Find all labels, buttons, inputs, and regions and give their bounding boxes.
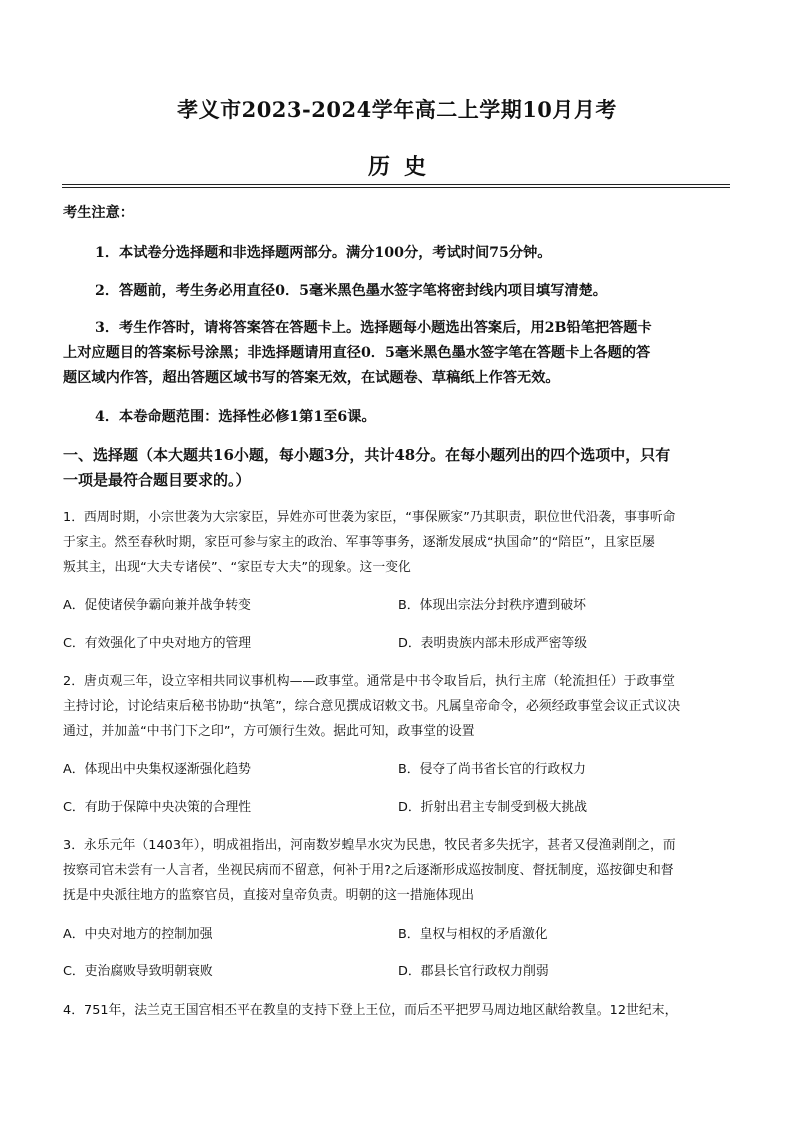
question-3-line-3: 抚是中央派往地方的监察官员，直接对皇帝负责。明朝的这一措施体现出 <box>63 888 475 903</box>
question-1-line-3: 叛其主，出现“大夫专诸侯”、“家臣专大夫”的现象。这一变化 <box>63 560 411 575</box>
notice-item-1: 1．本试卷分选择题和非选择题两部分。满分100分，考试时间75分钟。 <box>95 245 552 261</box>
subject-title: 历史 <box>367 154 440 180</box>
question-1-option-d: D．表明贵族内部未形成严密等级 <box>398 636 588 651</box>
exam-title: 孝义市2023-2024学年高二上学期10月月考 <box>177 97 617 122</box>
question-3-option-d: D．郡县长官行政权力削弱 <box>398 964 549 979</box>
question-2-option-c: C．有助于保障中央决策的合理性 <box>63 800 252 815</box>
notice-item-2: 2．答题前，考生务必用直径0．5毫米黑色墨水签字笔将密封线内项目填写清楚。 <box>95 283 607 299</box>
question-1-line-1: 1．西周时期，小宗世袭为大宗家臣，异姓亦可世袭为家臣，“事保厥家”乃其职责，职位世代沿袭，事事听命 <box>63 510 676 525</box>
question-3-option-b: B．皇权与相权的矛盾激化 <box>398 927 548 942</box>
question-3-option-c: C．吏治腐败导致明朝衰败 <box>63 964 213 979</box>
question-4-line-1: 4．751年，法兰克王国宫相丕平在教皇的支持下登上王位，而后丕平把罗马周边地区献给教皇。12世纪末， <box>63 1003 678 1018</box>
question-3-option-a: A．中央对地方的控制加强 <box>63 927 213 942</box>
question-2-option-b: B．侵夺了尚书省长官的行政权力 <box>398 762 586 777</box>
section-heading-line-1: 一、选择题（本大题共16小题，每小题3分，共计48分。在每小题列出的四个选项中，只有 <box>63 446 671 464</box>
question-3-line-2: 按察司官未尝有一人言者，坐视民病而不留意，何补于用?之后逐渐形成巡按制度、督抚制度，巡按御史和督 <box>63 863 674 878</box>
header-divider-top <box>62 184 730 185</box>
question-1-line-2: 于家主。然至春秋时期，家臣可参与家主的政治、军事等事务，逐渐发展成“执国命”的“陪臣”，且家臣屡 <box>63 535 655 550</box>
question-3-line-1: 3．永乐元年（1403年），明成祖指出，河南数岁蝗旱水灾为民患，牧民者多失抚字，甚者又侵渔剥削之，而 <box>63 838 676 853</box>
question-2-option-a: A．体现出中央集权逐渐强化趋势 <box>63 762 251 777</box>
section-heading-line-2: 一项是最符合题目要求的。） <box>63 471 251 489</box>
question-2-option-d: D．折射出君主专制受到极大挑战 <box>398 800 588 815</box>
notice-item-4: 4．本卷命题范围：选择性必修1第1至6课。 <box>95 409 376 425</box>
question-1-option-b: B．体现出宗法分封秩序遭到破坏 <box>398 598 586 613</box>
notice-heading: 考生注意： <box>63 205 134 221</box>
header-divider-bottom <box>62 187 730 188</box>
question-2-line-2: 主持讨论，讨论结束后秘书协助“执笔”，综合意见撰成诏敕文书。凡属皇帝命令，必须经政事堂会议正式议决 <box>63 699 681 714</box>
question-1-option-a: A．促使诸侯争霸向兼并战争转变 <box>63 598 251 613</box>
question-2-line-1: 2．唐贞观三年，设立宰相共同议事机构——政事堂。通常是中书令取旨后，执行主席（轮流担任）于政事堂 <box>63 674 675 689</box>
question-1-option-c: C．有效强化了中央对地方的管理 <box>63 636 252 651</box>
notice-item-3-line-1: 3．考生作答时，请将答案答在答题卡上。选择题每小题选出答案后，用2B铅笔把答题卡 <box>95 320 652 336</box>
question-2-line-3: 通过，并加盖“中书门下之印”，方可颁行生效。据此可知，政事堂的设置 <box>63 724 475 739</box>
notice-item-3-line-2: 上对应题目的答案标号涂黑；非选择题请用直径0．5毫米黑色墨水签字笔在答题卡上各题的答 <box>63 345 651 361</box>
notice-item-3-line-3: 题区域内作答，超出答题区域书写的答案无效，在试题卷、草稿纸上作答无效。 <box>63 370 560 386</box>
